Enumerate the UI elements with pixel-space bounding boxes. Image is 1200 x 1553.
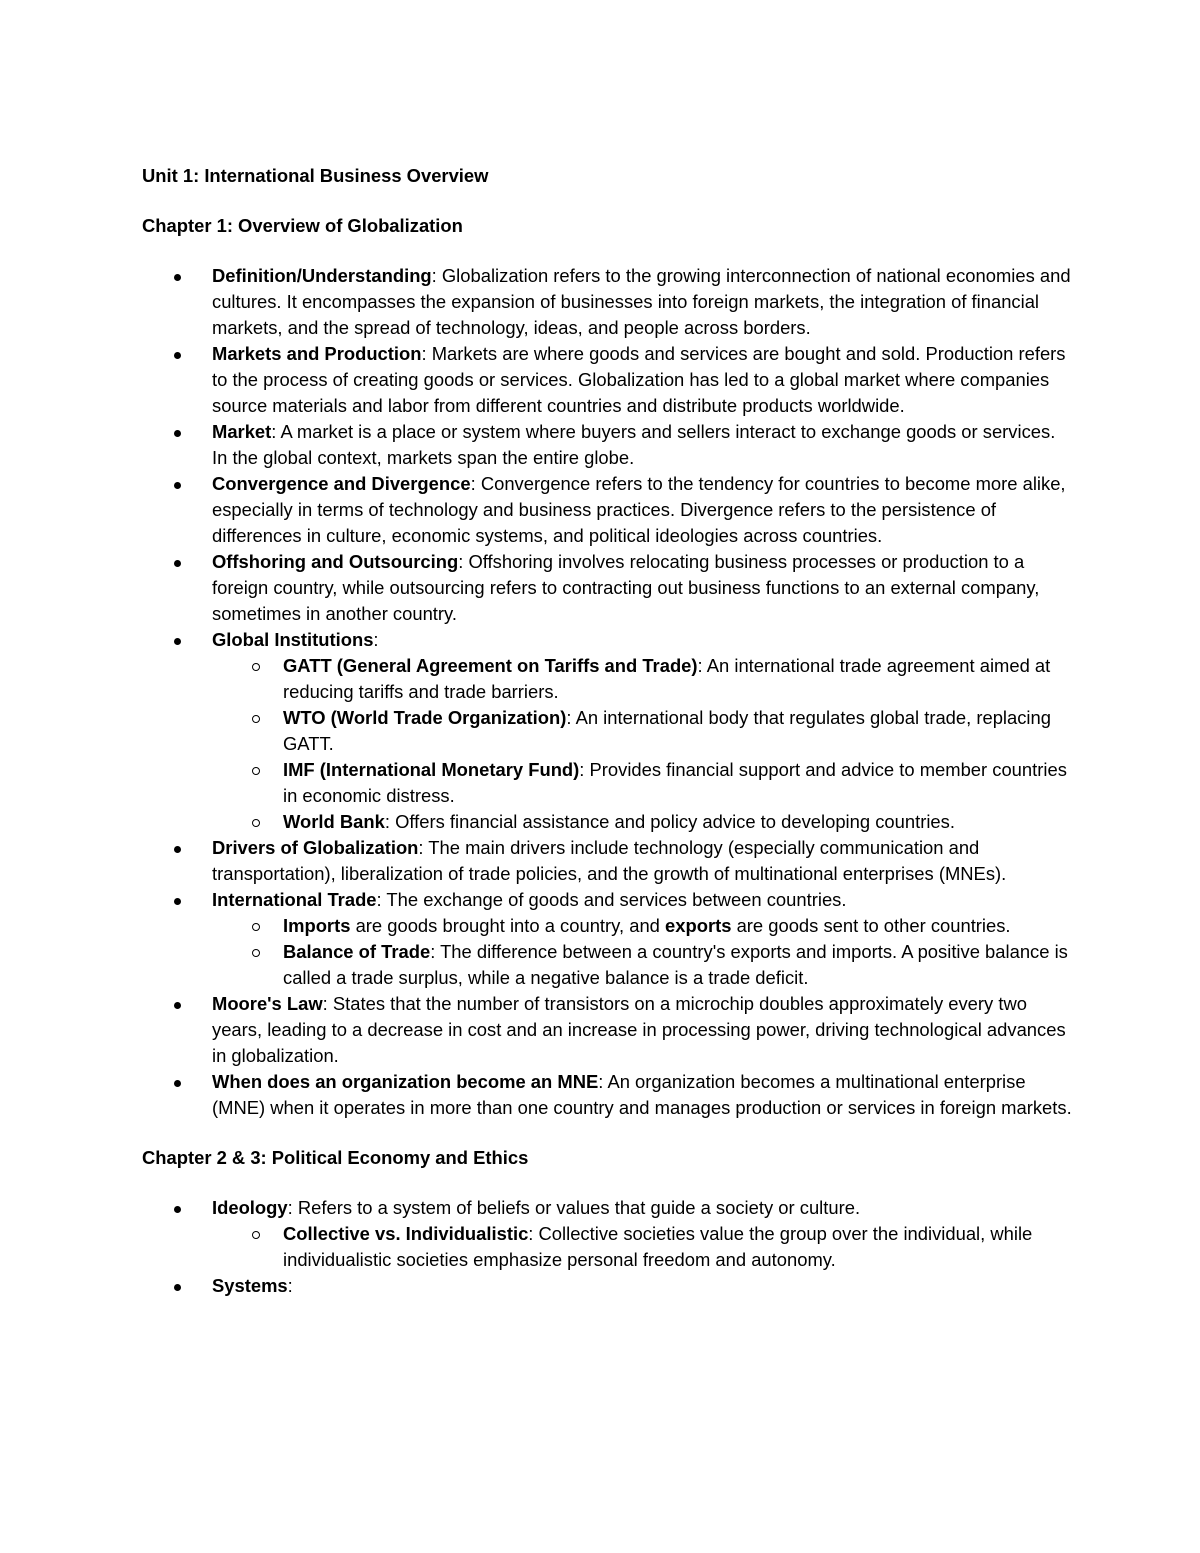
description: : Provides financial support and advice to member countries in economic distress. [283,759,1067,806]
list-item [142,887,1072,991]
term: Definition/Understanding [212,265,432,286]
circle-bullet-icon [252,1231,260,1239]
term: Convergence and Divergence [212,473,471,494]
chapter-2-title: Chapter 2 & 3: Political Economy and Ethics [142,1147,529,1168]
term: GATT (General Agreement on Tariffs and Trade) [283,655,698,676]
term: Collective vs. Individualistic [283,1223,529,1244]
bullet-icon [174,352,181,359]
description: : States that the number of transistors on a microchip doubles approximately every two years, leading to a decrease in cost and an increase in processing power, driving technological advances in globalization. [212,993,1066,1066]
term: Markets and Production [212,343,422,364]
bullet-icon [174,1284,181,1291]
bullet-icon [174,430,181,437]
list-item [142,1273,1072,1299]
bullet-icon [174,1206,181,1213]
document-page [142,163,1072,1299]
sub-list [212,653,1072,835]
term: Ideology [212,1197,288,1218]
bullet-icon [174,1002,181,1009]
bullet-icon [174,560,181,567]
description: : [287,1275,293,1296]
circle-bullet-icon [252,663,260,671]
description: are goods brought into a country, and [350,915,666,936]
term: When does an organization become an MNE [212,1071,599,1092]
description: : Globalization refers to the growing interconnection of national economies and cultures. It encompasses the expansion of businesses into foreign markets, the integration of financial markets, and the spread of technology, ideas, and people across borders. [212,265,1071,338]
list-item [142,1069,1072,1121]
bullet-icon [174,846,181,853]
description: are goods sent to other countries. [731,915,1011,936]
list-item [142,263,1072,341]
term: International Trade [212,889,377,910]
sub-list-item [212,1221,1072,1273]
description: : An international body that regulates global trade, replacing GATT. [283,707,1051,754]
term: Systems [212,1275,288,1296]
bullet-icon [174,274,181,281]
description: : Markets are where goods and services are bought and sold. Production refers to the process of creating goods or services. Globalization has led to a global market where companies source materials and labor from different countries and distribute products worldwide. [212,343,1066,416]
circle-bullet-icon [252,923,260,931]
description: : Collective societies value the group over the individual, while individualistic societies emphasize personal freedom and autonomy. [283,1223,1033,1270]
circle-bullet-icon [252,949,260,957]
term: Global Institutions [212,629,374,650]
chapter-1-title: Chapter 1: Overview of Globalization [142,215,463,236]
sub-list-item [212,939,1072,991]
sub-list [212,913,1072,991]
circle-bullet-icon [252,819,260,827]
list-item [142,549,1072,627]
sub-list-item [212,913,1072,939]
bullet-icon [174,638,181,645]
circle-bullet-icon [252,767,260,775]
description: : Refers to a system of beliefs or values that guide a society or culture. [287,1197,861,1218]
description: : An organization becomes a multinational enterprise (MNE) when it operates in more than one country and manages production or services in foreign markets. [212,1071,1072,1118]
sub-list-item [212,705,1072,757]
sub-list-item [212,809,1072,835]
circle-bullet-icon [252,715,260,723]
sub-list-item [212,757,1072,809]
sub-list-item [212,653,1072,705]
description: : Offers financial assistance and policy advice to developing countries. [384,811,955,832]
list-item [142,419,1072,471]
description: : The main drivers include technology (especially communication and transportation), liberalization of trade policies, and the growth of multinational enterprises (MNEs). [212,837,1007,884]
list-item [142,1195,1072,1273]
description: : Offshoring involves relocating business processes or production to a foreign country, while outsourcing refers to contracting out business functions to an external company, sometimes in another country. [212,551,1040,624]
description: : A market is a place or system where buyers and sellers interact to exchange goods or services. In the global context, markets span the entire globe. [212,421,1056,468]
term: Balance of Trade [283,941,431,962]
description: : Convergence refers to the tendency for countries to become more alike, especially in terms of technology and business practices. Divergence refers to the persistence of differences in culture, economic systems, and political ideologies across countries. [212,473,1066,546]
description: : An international trade agreement aimed at reducing tariffs and trade barriers. [283,655,1051,702]
bullet-icon [174,898,181,905]
list-item [142,835,1072,887]
term: Drivers of Globalization [212,837,419,858]
chapter-2-list [142,1195,1072,1299]
term: Market [212,421,272,442]
term: Offshoring and Outsourcing [212,551,459,572]
description: : [373,629,379,650]
description: : The exchange of goods and services between countries. [376,889,847,910]
term: World Bank [283,811,385,832]
bullet-icon [174,1080,181,1087]
sub-list [212,1221,1072,1273]
description: : The difference between a country's exports and imports. A positive balance is called a trade surplus, while a negative balance is a trade deficit. [283,941,1068,988]
bullet-icon [174,482,181,489]
term: Moore's Law [212,993,323,1014]
list-item [142,471,1072,549]
term: WTO (World Trade Organization) [283,707,567,728]
list-item [142,627,1072,835]
term: IMF (International Monetary Fund) [283,759,580,780]
term: Imports [283,915,351,936]
chapter-1-list [142,263,1072,1121]
term: exports [665,915,732,936]
list-item [142,341,1072,419]
list-item [142,991,1072,1069]
unit-title: Unit 1: International Business Overview [142,165,489,186]
